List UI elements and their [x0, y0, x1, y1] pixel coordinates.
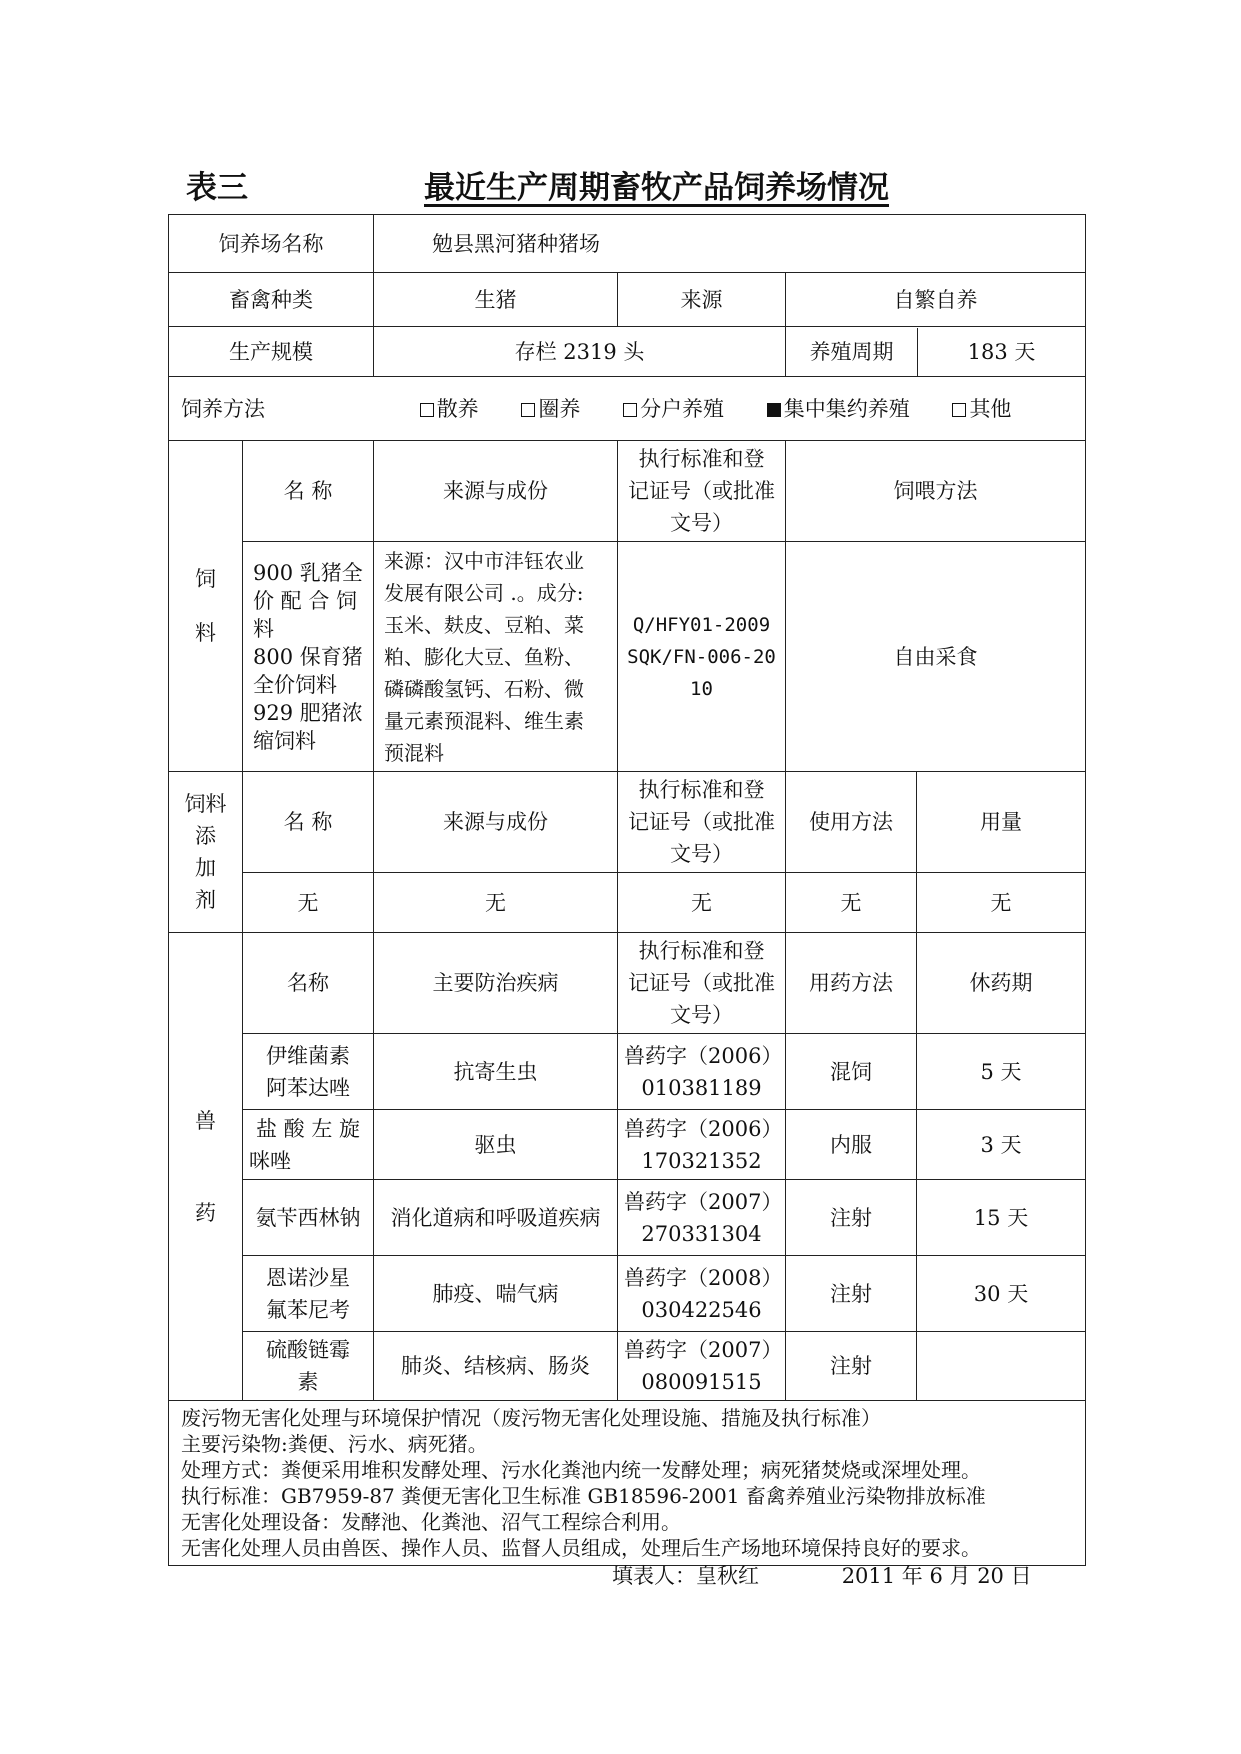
- source-label: 来源: [618, 273, 786, 327]
- scale-label: 生产规模: [169, 327, 374, 377]
- table-row: [169, 1034, 1086, 1110]
- additive-dose-value: 无: [917, 873, 1086, 933]
- feed-section-label: 饲 料: [169, 441, 243, 772]
- cycle-value: 183 天: [967, 339, 1036, 364]
- method-option-intensive: 集中集约养殖: [767, 393, 910, 425]
- additive-usage-header: 使用方法: [786, 772, 917, 873]
- additive-usage-value: 无: [786, 873, 917, 933]
- table-row: [169, 1332, 1086, 1401]
- drug-name-header: 名称: [243, 933, 374, 1034]
- drug-name: 氨苄西林钠: [243, 1180, 374, 1256]
- table-number-label: 表三: [186, 170, 248, 206]
- checkbox-unchecked-icon: [521, 403, 535, 417]
- feed-source-composition: 来源：汉中市沣钰农业 发展有限公司 .。成分: 玉米、麸皮、豆粕、菜 粕、膨化大豆、鱼粉、 磷磷酸氢钙、石粉、微 量元素预混料、维生素 预混料: [374, 542, 618, 772]
- method-option-pen: 圈养: [521, 393, 580, 425]
- waste-treatment-section: 废污物无害化处理与环境保护情况（废污物无害化处理设施、措施及执行标准） 主要污染物:粪便、污水、病死猪。 处理方式：粪便采用堆积发酵处理、污水化粪池内统一发酵处理；病死猪焚烧或深埋处理。 执行标准：GB7959-87 粪便无害化卫生标准 GB18596-2001 畜禽养殖业污染物排放标准 无害化处理设备：发酵池、化粪池、沼气工程综合利用。 无害化处理人员由兽医、操作人员、监督人员组成，处理后生产场地环境保持良好的要求。: [169, 1401, 1086, 1566]
- cycle-cell: [786, 327, 1086, 377]
- fill-date: 2011 年 6 月 20 日: [841, 1564, 1032, 1588]
- feed-method-value: 自由采食: [786, 542, 1086, 772]
- drug-withdrawal: 30 天: [917, 1256, 1086, 1332]
- feed-names: 900 乳猪全 价 配 合 饲 料 800 保育猪 全价饲料 929 肥猪浓 缩饲料: [243, 542, 374, 772]
- footer: [612, 1560, 1032, 1590]
- drug-name: 硫酸链霉 素: [243, 1332, 374, 1401]
- method-option-household: 分户养殖: [623, 393, 724, 425]
- table-row: [169, 1110, 1086, 1180]
- species-label: 畜禽种类: [169, 273, 374, 327]
- feeding-method-label: 饲养方法: [181, 396, 265, 421]
- additive-dose-header: 用量: [917, 772, 1086, 873]
- farm-info-table: [168, 214, 1086, 1566]
- checkbox-unchecked-icon: [952, 403, 966, 417]
- drug-usage: 注射: [786, 1256, 917, 1332]
- feed-standard-numbers: Q/HFY01-2009 SQK/FN-006-20 10: [618, 542, 786, 772]
- drug-withdrawal-header: 休药期: [917, 933, 1086, 1034]
- drug-name: 盐 酸 左 旋 咪唑: [243, 1110, 374, 1180]
- additive-source-value: 无: [374, 873, 618, 933]
- feed-std-header: 执行标准和登 记证号（或批准 文号）: [618, 441, 786, 542]
- additive-std-value: 无: [618, 873, 786, 933]
- feed-name-header: 名 称: [243, 441, 374, 542]
- checkbox-checked-icon: [767, 403, 781, 417]
- feed-source-header: 来源与成份: [374, 441, 618, 542]
- table-row: [169, 1180, 1086, 1256]
- drug-disease: 消化道病和呼吸道疾病: [374, 1180, 618, 1256]
- drug-disease: 驱虫: [374, 1110, 618, 1180]
- drug-withdrawal: [917, 1332, 1086, 1401]
- checkbox-unchecked-icon: [623, 403, 637, 417]
- drug-withdrawal: 3 天: [917, 1110, 1086, 1180]
- drug-usage: 混饲: [786, 1034, 917, 1110]
- scale-value: 存栏 2319 头: [374, 327, 786, 377]
- additive-section-label: 饲料 添 加 剂: [169, 772, 243, 933]
- drug-std: 兽药字（2006） 170321352: [618, 1110, 786, 1180]
- table-row: [169, 1256, 1086, 1332]
- title-row: [0, 162, 1241, 210]
- drug-name: 伊维菌素 阿苯达唑: [243, 1034, 374, 1110]
- species-value: 生猪: [374, 273, 618, 327]
- drug-std: 兽药字（2008） 030422546: [618, 1256, 786, 1332]
- method-option-scatter: 散养: [420, 393, 479, 425]
- drug-usage: 注射: [786, 1180, 917, 1256]
- additive-name-header: 名 称: [243, 772, 374, 873]
- cycle-label: 养殖周期: [786, 328, 918, 376]
- additive-source-header: 来源与成份: [374, 772, 618, 873]
- feeding-method-row: [169, 377, 1086, 441]
- filler-name: 填表人：皇秋红: [612, 1564, 759, 1588]
- drug-std: 兽药字（2007） 270331304: [618, 1180, 786, 1256]
- page-title: 最近生产周期畜牧产品饲养场情况: [424, 170, 889, 206]
- drug-std: 兽药字（2006） 010381189: [618, 1034, 786, 1110]
- farm-name-label: 饲养场名称: [169, 215, 374, 273]
- drug-usage-header: 用药方法: [786, 933, 917, 1034]
- drug-section-label: 兽 药: [169, 933, 243, 1401]
- drug-std-header: 执行标准和登 记证号（或批准 文号）: [618, 933, 786, 1034]
- drug-withdrawal: 15 天: [917, 1180, 1086, 1256]
- drug-name: 恩诺沙星 氟苯尼考: [243, 1256, 374, 1332]
- farm-name-value: 勉县黑河猪种猪场: [374, 215, 1086, 273]
- drug-std: 兽药字（2007） 080091515: [618, 1332, 786, 1401]
- feed-method-header: 饲喂方法: [786, 441, 1086, 542]
- drug-disease: 抗寄生虫: [374, 1034, 618, 1110]
- drug-usage: 注射: [786, 1332, 917, 1401]
- source-value: 自繁自养: [786, 273, 1086, 327]
- checkbox-unchecked-icon: [420, 403, 434, 417]
- additive-name-value: 无: [243, 873, 374, 933]
- drug-usage: 内服: [786, 1110, 917, 1180]
- drug-disease-header: 主要防治疾病: [374, 933, 618, 1034]
- drug-withdrawal: 5 天: [917, 1034, 1086, 1110]
- drug-disease: 肺炎、结核病、肠炎: [374, 1332, 618, 1401]
- drug-disease: 肺疫、喘气病: [374, 1256, 618, 1332]
- method-option-other: 其他: [952, 393, 1011, 425]
- additive-std-header: 执行标准和登 记证号（或批准 文号）: [618, 772, 786, 873]
